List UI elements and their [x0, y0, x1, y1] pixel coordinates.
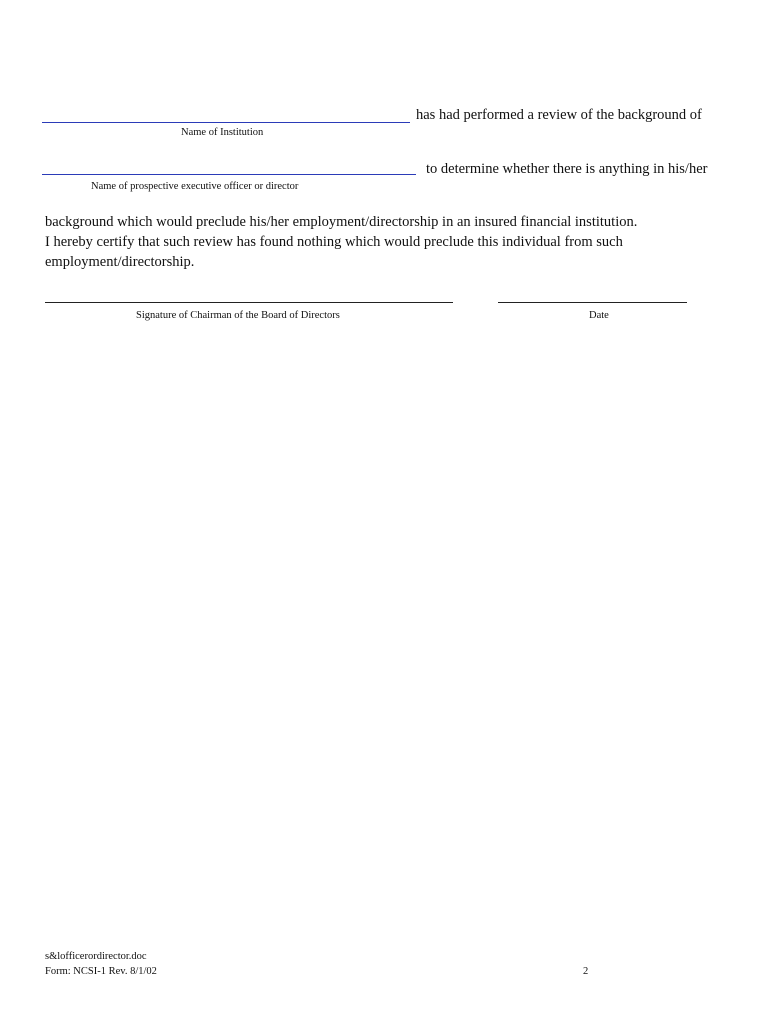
institution-name-field[interactable]	[42, 122, 410, 123]
date-field[interactable]	[498, 302, 687, 303]
review-statement-text: has had performed a review of the background of	[416, 107, 702, 123]
prospective-officer-caption: Name of prospective executive officer or director	[91, 181, 299, 192]
certification-paragraph	[45, 212, 725, 272]
date-caption: Date	[589, 310, 609, 321]
prospective-officer-name-field[interactable]	[42, 174, 416, 175]
footer-form-label: Form: NCSI-1 Rev. 8/1/02	[45, 966, 157, 977]
page-number: 2	[583, 966, 589, 977]
signature-caption: Signature of Chairman of the Board of Directors	[136, 310, 340, 321]
paragraph-line: I hereby certify that such review has found nothing which would preclude this individual from such	[45, 234, 623, 250]
determine-statement-text: to determine whether there is anything in his/her	[426, 161, 708, 177]
paragraph-line: employment/directorship.	[45, 254, 195, 270]
signature-field[interactable]	[45, 302, 453, 303]
footer-filename: s&lofficerordirector.doc	[45, 951, 147, 962]
paragraph-line: background which would preclude his/her employment/directorship in an insured financial institution.	[45, 214, 638, 230]
institution-name-caption: Name of Institution	[181, 127, 264, 138]
